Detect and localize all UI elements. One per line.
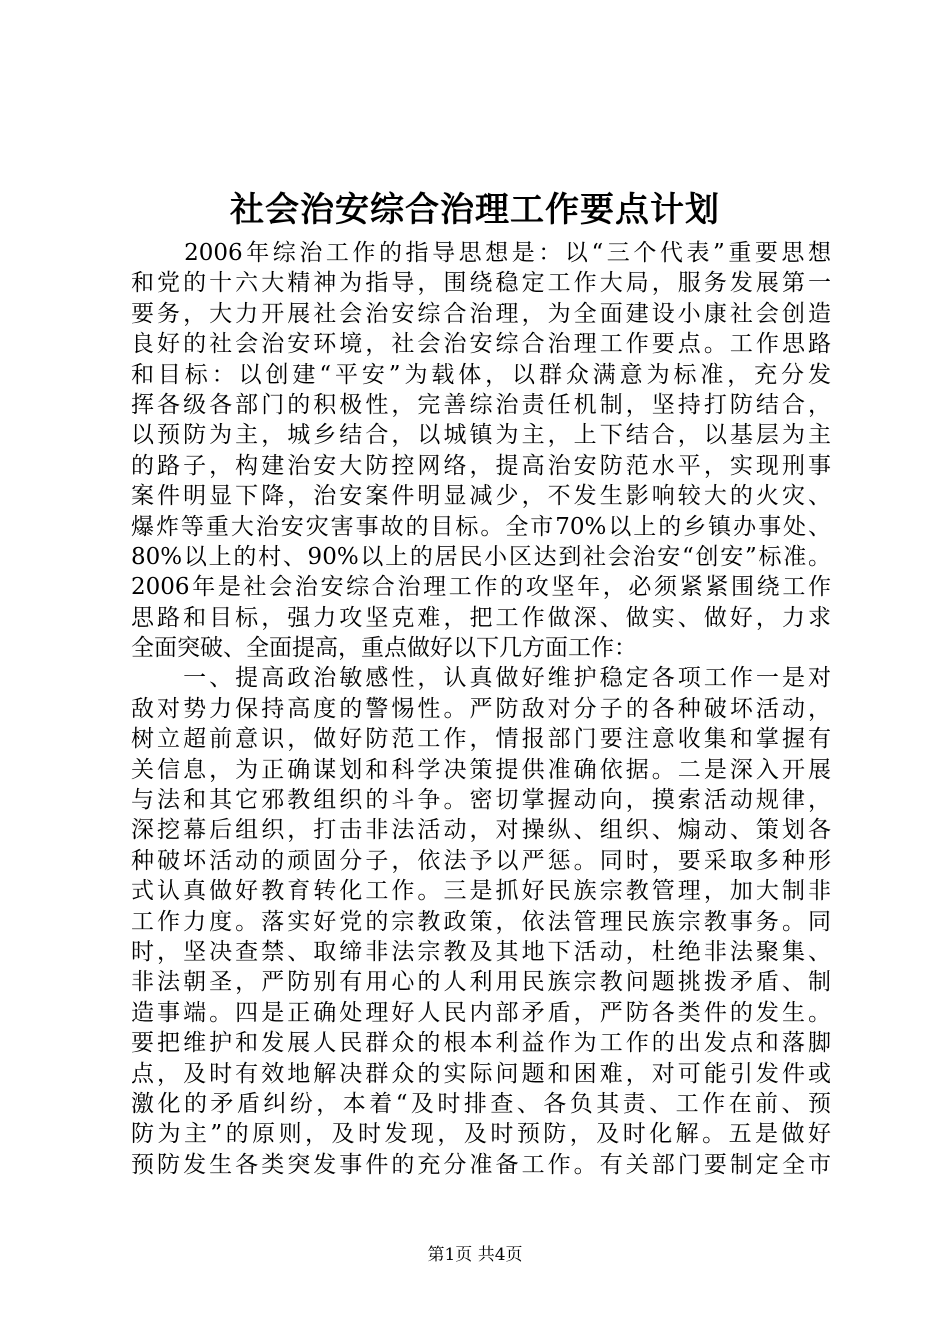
document-title: 社会治安综合治理工作要点计划 <box>230 190 720 230</box>
body-line: 良好的社会治安环境，社会治安综合治理工作要点。工作思路 <box>131 331 831 358</box>
body-line: 案件明显下降，治安案件明显减少，不发生影响较大的火灾、 <box>131 483 831 510</box>
body-line: 深挖幕后组织，打击非法活动，对操纵、组织、煽动、策划各 <box>131 817 831 844</box>
body-line: 关信息，为正确谋划和科学决策提供准确依据。二是深入开展 <box>131 756 831 783</box>
body-line: 和目标：以创建“平安”为载体，以群众满意为标准，充分发 <box>131 361 831 388</box>
body-line: 2006年是社会治安综合治理工作的攻坚年，必须紧紧围绕工作 <box>131 574 831 601</box>
body-line: 一、提高政治敏感性，认真做好维护稳定各项工作一是对 <box>131 665 831 692</box>
body-line: 的路子，构建治安大防控网络，提高治安防范水平，实现刑事 <box>131 452 831 479</box>
body-line: 挥各级各部门的积极性，完善综治责任机制，坚持打防结合， <box>131 391 831 418</box>
body-line: 预防发生各类突发事件的充分准备工作。有关部门要制定全市 <box>131 1151 831 1178</box>
body-line: 要务，大力开展社会治安综合治理，为全面建设小康社会创造 <box>131 300 831 327</box>
body-line: 非法朝圣，严防别有用心的人利用民族宗教问题挑拨矛盾、制 <box>131 969 831 996</box>
body-line: 时，坚决查禁、取缔非法宗教及其地下活动，杜绝非法聚集、 <box>131 938 831 965</box>
body-line: 种破坏活动的顽固分子，依法予以严惩。同时，要采取多种形 <box>131 847 831 874</box>
body-line: 以预防为主，城乡结合，以城镇为主，上下结合，以基层为主 <box>131 422 831 449</box>
body-line: 全面突破、全面提高，重点做好以下几方面工作： <box>131 635 637 662</box>
body-line: 工作力度。落实好党的宗教政策，依法管理民族宗教事务。同 <box>131 908 831 935</box>
body-line: 爆炸等重大治安灾害事故的目标。全市70%以上的乡镇办事处、 <box>131 513 831 540</box>
body-line: 和党的十六大精神为指导，围绕稳定工作大局，服务发展第一 <box>131 270 831 297</box>
body-line: 防为主”的原则，及时发现，及时预防，及时化解。五是做好 <box>131 1121 831 1148</box>
body-line: 点，及时有效地解决群众的实际问题和困难，对可能引发件或 <box>131 1060 831 1087</box>
body-line: 与法和其它邪教组织的斗争。密切掌握动向，摸索活动规律， <box>131 787 831 814</box>
body-line: 80%以上的村、90%以上的居民小区达到社会治安“创安”标准。 <box>131 543 831 570</box>
body-line: 思路和目标，强力攻坚克难，把工作做深、做实、做好，力求 <box>131 604 831 631</box>
document-body <box>131 238 831 1180</box>
body-line: 敌对势力保持高度的警惕性。严防敌对分子的各种破坏活动， <box>131 695 831 722</box>
body-line: 2006年综治工作的指导思想是：以“三个代表”重要思想 <box>131 240 831 266</box>
body-line: 式认真做好教育转化工作。三是抓好民族宗教管理，加大制非 <box>131 878 831 905</box>
page-footer: 第1页 共4页 <box>427 1245 523 1265</box>
body-line: 造事端。四是正确处理好人民内部矛盾，严防各类件的发生。 <box>131 999 831 1026</box>
body-line: 树立超前意识，做好防范工作，情报部门要注意收集和掌握有 <box>131 726 831 753</box>
body-line: 激化的矛盾纠纷，本着“及时排查、各负其责、工作在前、预 <box>131 1090 831 1117</box>
body-line: 要把维护和发展人民群众的根本利益作为工作的出发点和落脚 <box>131 1030 831 1057</box>
